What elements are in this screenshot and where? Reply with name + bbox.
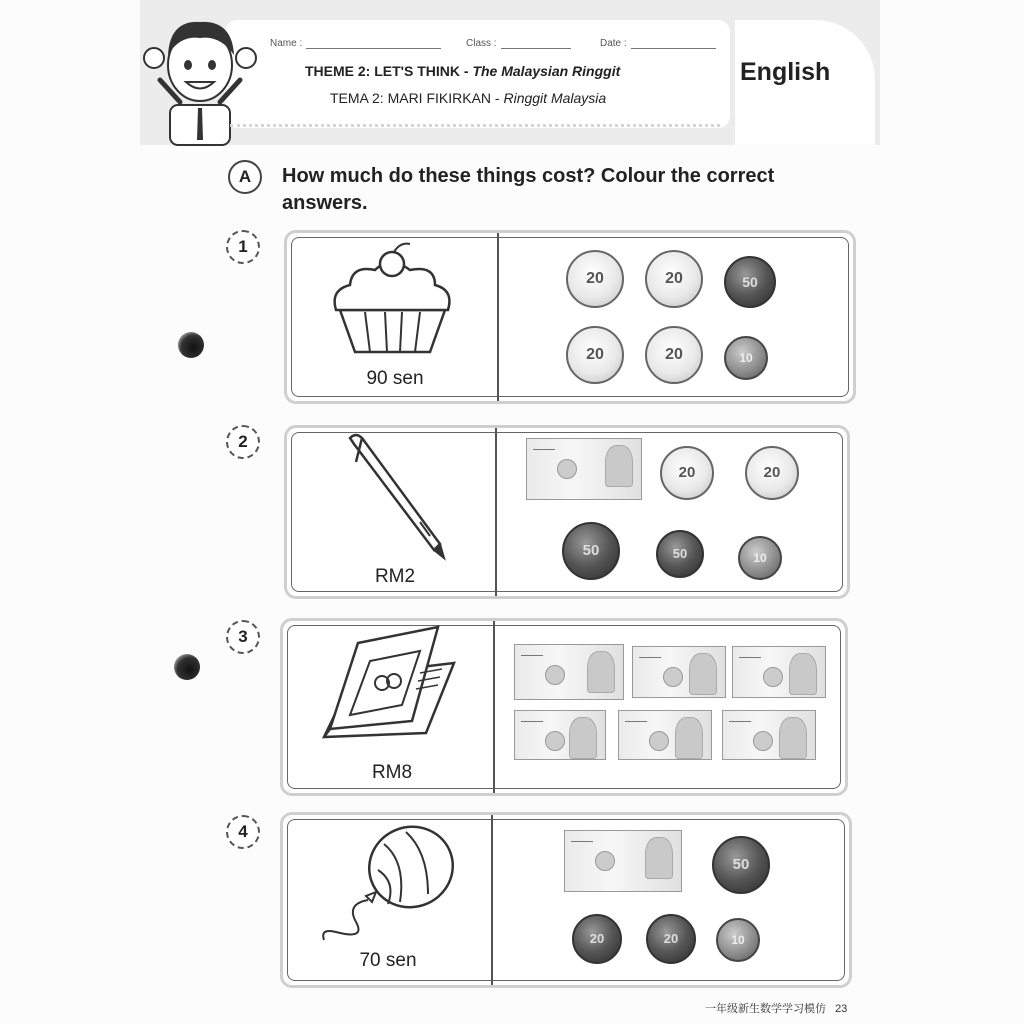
note-emblem [545,665,565,685]
class-field[interactable] [466,38,571,49]
note-emblem [663,667,683,687]
coin-10-sen[interactable]: 10 [716,918,760,962]
coin-50-sen[interactable]: 50 [656,530,704,578]
class-line[interactable] [501,38,571,49]
coin-20-sen[interactable]: 20 [645,326,703,384]
coin-20-sen[interactable]: 20 [660,446,714,500]
banknote-rm1[interactable] [526,438,642,500]
note-mark [625,715,647,722]
question-number-4: 4 [226,815,260,849]
theme-title-malay [330,90,606,106]
price-label-4: 70 sen [359,950,417,971]
note-mark [521,649,543,656]
note-emblem [649,731,669,751]
note-portrait [569,717,597,759]
note-mark [739,651,761,658]
section-letter-badge: A [228,160,262,194]
note-portrait [605,445,633,487]
coin-20-sen[interactable]: 20 [566,250,624,308]
price-label-2: RM2 [374,566,416,587]
coin-10-sen[interactable]: 10 [724,336,768,380]
class-label: Class : [466,38,497,49]
item-divider [495,428,497,596]
note-portrait [779,717,807,759]
balloon-icon [316,822,456,952]
coin-20-sen[interactable]: 20 [572,914,622,964]
question-text: How much do these things cost? Colour the correct answers. [282,165,775,214]
note-portrait [587,651,615,693]
book-icon [320,625,460,750]
pen-icon [342,432,452,560]
coin-10-sen[interactable]: 10 [738,536,782,580]
banknote-rm1[interactable] [732,646,826,698]
price-label-3: RM8 [371,762,413,783]
binder-hole-top [178,332,204,358]
page-footer [705,1000,847,1016]
header-divider [230,124,720,133]
theme-title-english [305,63,620,79]
note-mark [639,651,661,658]
banknote-rm1[interactable] [514,710,606,760]
theme-ms-prefix: TEMA 2: MARI FIKIRKAN - [330,90,504,106]
note-portrait [689,653,717,695]
name-line[interactable] [306,38,441,49]
note-mark [729,715,751,722]
note-emblem [753,731,773,751]
note-emblem [763,667,783,687]
name-label: Name : [270,38,303,49]
item-divider [491,815,493,985]
item-divider [497,233,499,401]
coin-20-sen[interactable]: 20 [645,250,703,308]
cupcake-icon [330,240,455,358]
banknote-rm1[interactable] [564,830,682,892]
date-line[interactable] [631,38,716,49]
item-divider [493,621,495,793]
page-number: 23 [835,1003,848,1015]
theme-ms-title: Ringgit Malaysia [503,90,607,106]
banknote-rm1[interactable] [514,644,624,700]
footer-text: 一年级新生数学学习模仿 [705,1003,826,1015]
note-mark [533,443,555,450]
binder-hole-bottom [174,654,200,680]
note-portrait [645,837,673,879]
banknote-rm1[interactable] [632,646,726,698]
note-portrait [675,717,703,759]
name-field[interactable] [270,38,441,49]
note-emblem [557,459,577,479]
question-number-1: 1 [226,230,260,264]
note-portrait [789,653,817,695]
coin-20-sen[interactable]: 20 [566,326,624,384]
banknote-rm1[interactable] [618,710,712,760]
theme-en-prefix: THEME 2: LET'S THINK - [305,63,473,79]
date-field[interactable] [600,38,716,49]
subject-label: English [740,58,831,86]
note-mark [571,835,593,842]
price-label-1: 90 sen [366,368,424,389]
note-emblem [545,731,565,751]
banknote-rm1[interactable] [722,710,816,760]
coin-20-sen[interactable]: 20 [745,446,799,500]
question-number-2: 2 [226,425,260,459]
note-emblem [595,851,615,871]
coin-50-sen[interactable]: 50 [724,256,776,308]
theme-en-title: The Malaysian Ringgit [472,63,621,79]
date-label: Date : [600,38,627,49]
note-mark [521,715,543,722]
coin-50-sen[interactable]: 50 [712,836,770,894]
question-number-3: 3 [226,620,260,654]
coin-20-sen[interactable]: 20 [646,914,696,964]
coin-50-sen[interactable]: 50 [562,522,620,580]
